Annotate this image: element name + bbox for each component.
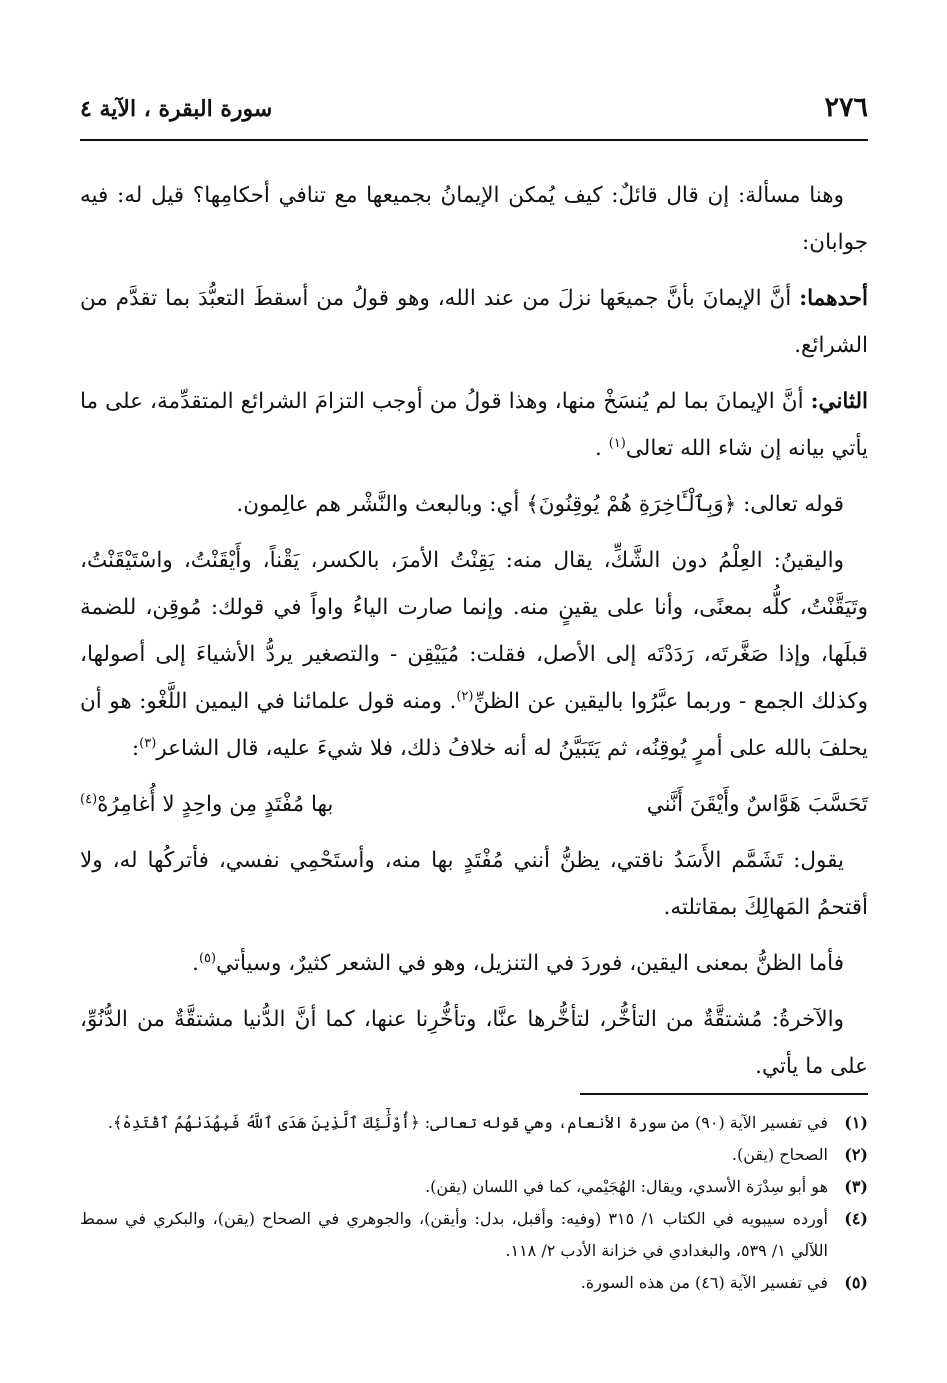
paragraph-verse-explanation (80, 837, 868, 931)
paragraph-end: . (595, 436, 609, 461)
footnote-divider (580, 1093, 868, 1095)
paragraph-zann (80, 940, 868, 987)
yaqin-text-a: واليقينُ: العِلْمُ دون الشَّكِّ، يقال منه: يَقِنْتُ الأمرَ، بالكسر، يَقْناً، وأَيْقَنْتُ، واسْتَيْقَنْتُ، وتَيَقَّنْتُ، كلُّه بمعنًى، وأنا على يقينٍ منه. وإنما صارت الياءُ واواً في قولك: مُوقِن، للضمة قبلَها، وإذا صَغَّرتَه، رَدَدْتَه إلى الأصل، فقلت: مُيَيْقِن - والتصغير يردُّ الأشياءَ إلى أصولها، وكذلك الجمع - وربما عبَّرُوا باليقين عن الظنِّ (80, 548, 868, 714)
poetry-verse (80, 781, 868, 828)
paragraph-text: والآخرةُ: مُشتقَّةٌ من التأخُّر، لتأخُّرها عنَّا، وتأخُّرِنا عنها، كما أنَّ الدُّنيا مشتقَّةٌ من الدُّنُوِّ، على ما يأتي. (80, 1007, 868, 1079)
footnote-number: (٤) (844, 1209, 868, 1228)
surah-title: سورة البقرة ، الآية ٤ (80, 96, 273, 122)
footnote-item (80, 1171, 868, 1203)
footnote-item (80, 1107, 868, 1139)
yaqin-text-b: . ومنه قول علمائنا في اليمين اللَّغْو: هو أن يحلفَ بالله على أمرٍ يُوقِنُه، ثم يَتَبَيَّنُ له أنه خلافُ ذلك، فلا شيءَ عليه، قال الشاعر (80, 689, 868, 761)
paragraph-text: يقول: تَشَمَّم الأَسَدُ ناقتي، يظنُّ أنني مُفْتَدٍ بها منه، وأستَحْمِي نفسي، فأتركُها له، ولا أقتحمُ المَهالِكَ بمقاتلته. (80, 848, 868, 920)
first-answer-label: أحدهما: (799, 286, 868, 311)
zann-text: فأما الظنُّ بمعنى اليقين، فوردَ في التنزيل، وهو في الشعر كثيرٌ، وسيأتي (216, 951, 844, 976)
footnote-item (80, 1203, 868, 1267)
footnote-text: هو أبو سِدْرَة الأسدي، ويقال: الهُجَيْمي، كما في اللسان (يقن). (425, 1177, 828, 1196)
paragraph-end: : (131, 736, 140, 761)
first-answer-text: أنَّ الإيمانَ بأنَّ جميعَها نزلَ من عند الله، وهو قولُ من أسقطَ التعبُّدَ بما تقدَّم من الشرائع. (80, 286, 868, 358)
footnote-item (80, 1139, 868, 1171)
footnotes (80, 1107, 868, 1299)
paragraph-yaqin (80, 537, 868, 772)
paragraph-end: . (192, 951, 199, 976)
footnote-text: الصحاح (يقن). (731, 1145, 828, 1164)
footnote-item (80, 1267, 868, 1299)
footnote-number: (٣) (844, 1177, 868, 1196)
main-text (80, 172, 868, 1099)
page-header (80, 92, 868, 132)
paragraph-text: وهنا مسألة: إن قال قائلٌ: كيف يُمكن الإيمانُ بجميعها مع تنافي أحكامِها؟ قيل له: فيه جوابان: (80, 183, 868, 255)
footnote-ref-4[interactable]: (٤) (80, 791, 98, 807)
footnote-text: أورده سيبويه في الكتاب ١/ ٣١٥ (وفيه: وأقبل، بدل: وأيقن)، والجوهري في الصحاح (يقن)، والبكري في سمط اللآلي ١/ ٥٣٩، والبغدادي في خزانة الأدب ٢/ ١١٨. (80, 1209, 828, 1260)
header-divider (80, 139, 868, 141)
paragraph-akhira (80, 996, 868, 1090)
footnote-number: (١) (844, 1113, 868, 1132)
second-answer-label: الثاني: (810, 389, 868, 414)
paragraph-second-answer (80, 378, 868, 472)
verse-second-text: بها مُفْتَدٍ مِن واحِدٍ لا أُغامِرُهْ (97, 792, 334, 817)
paragraph-verse-quote (80, 481, 868, 528)
paragraph-question (80, 172, 868, 266)
second-answer-text: أنَّ الإيمانَ بما لم يُنسَخْ منها، وهذا قولُ من أوجب التزامَ الشرائع المتقدِّمة، على ما يأتي بيانه إن شاء الله تعالى (80, 389, 868, 461)
paragraph-text: قوله تعالى: ﴿وَبِٱلْـَٔاخِرَةِ هُمْ يُوقِنُونَ﴾ أي: وبالبعث والنَّشْر هم عالِمون. (236, 492, 844, 517)
footnote-text: في تفسير الآية (٩٠) من سورة الأنعام، وهي قوله تعالى: ﴿أُوْلَٰٓئِكَ ٱلَّذِينَ هَدَى ٱللَّهُ فَبِهُدَىٰهُمُ ٱقْتَدِهْ﴾. (107, 1113, 828, 1132)
footnote-ref-3[interactable]: (٣) (139, 735, 157, 751)
footnote-number: (٢) (844, 1145, 868, 1164)
footnote-ref-5[interactable]: (٥) (198, 950, 217, 966)
verse-second-hemistich (80, 781, 333, 828)
footnote-number: (٥) (844, 1273, 868, 1292)
paragraph-first-answer (80, 275, 868, 369)
page-number: ٢٧٦ (824, 92, 868, 123)
footnote-ref-2[interactable]: (٢) (456, 688, 474, 704)
footnote-ref-1[interactable]: (١) (608, 435, 626, 451)
verse-first-hemistich: تَحَسَّبَ هَوَّاسٌ وأَيْقَنَ أَنَّني (646, 792, 868, 817)
footnote-text: في تفسير الآية (٤٦) من هذه السورة. (580, 1273, 828, 1292)
